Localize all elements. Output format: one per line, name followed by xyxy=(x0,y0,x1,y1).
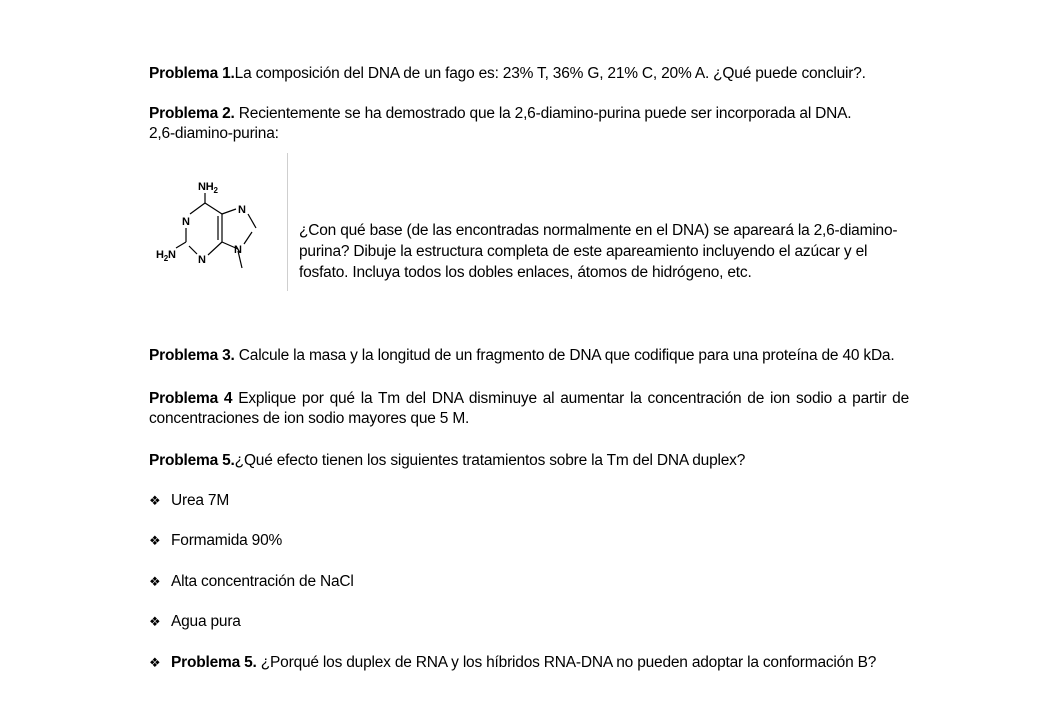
problem-5b-text: ¿Porqué los duplex de RNA y los híbridos RNA-DNA no pueden adoptar la conformación B? xyxy=(256,654,877,671)
problem-5-label: Problema 5. xyxy=(149,452,235,469)
list-item xyxy=(149,612,241,632)
nh2-top-label: $NH_2$ xyxy=(198,181,218,195)
n1-label: N xyxy=(182,216,190,228)
problem-1-text: La composición del DNA de un fago es: 23% T, 36% G, 21% C, 20% A. ¿Qué puede concluir?. xyxy=(234,65,866,82)
problem-2-question: ¿Con qué base (de las encontradas normalmente en el DNA) se apareará la 2,6-diamino-purina? Dibuje la estructura completa de este apareamiento incluyendo el azúcar y el fosfato. Incluya todos los dobles enlaces, átomos de hidrógeno, etc. xyxy=(299,222,898,281)
problem-5-text: ¿Qué efecto tienen los siguientes tratamientos sobre la Tm del DNA duplex? xyxy=(234,452,746,469)
list-item-text: Agua pura xyxy=(171,613,241,630)
bullet-diamond-icon: ❖ xyxy=(149,493,161,508)
problem-3-label: Problema 3. xyxy=(149,347,235,364)
problem-1 xyxy=(149,64,909,84)
problem-2 xyxy=(149,104,909,144)
problem-3 xyxy=(149,346,909,366)
problem-2-text: Recientemente se ha demostrado que la 2,6-diamino-purina puede ser incorporada al DNA. xyxy=(234,105,852,122)
bullet-diamond-icon: ❖ xyxy=(149,655,161,670)
bullet-diamond-icon: ❖ xyxy=(149,574,161,589)
problem-4-label: Problema 4 xyxy=(149,390,233,407)
divider-line xyxy=(287,153,288,291)
problem-5b-label: Problema 5. xyxy=(171,654,257,671)
problem-2-label: Problema 2. xyxy=(149,105,235,122)
problem-5 xyxy=(149,451,909,471)
problem-2-subtitle: 2,6-diamino-purina: xyxy=(149,125,279,142)
list-item xyxy=(149,531,282,551)
list-item-text: Alta concentración de NaCl xyxy=(171,573,354,590)
bullet-diamond-icon: ❖ xyxy=(149,533,161,548)
problem-4-text: Explique por qué la Tm del DNA disminuye al aumentar la concentración de ion sodio a partir de concentraciones de ion sodio mayores que 5 M. xyxy=(149,390,909,427)
nh2-left-label: $H_2N$ xyxy=(156,249,176,263)
bullet-diamond-icon: ❖ xyxy=(149,614,161,629)
n9-label: N xyxy=(234,244,242,256)
diaminopurine-structure xyxy=(152,176,272,276)
problem-4 xyxy=(149,389,909,429)
list-item xyxy=(149,572,354,592)
list-item-text: Formamida 90% xyxy=(171,532,283,549)
n7-label: N xyxy=(238,204,246,216)
list-item-text: Urea 7M xyxy=(171,492,230,509)
list-item xyxy=(149,491,229,511)
n3-label: N xyxy=(198,254,206,266)
list-item-problem-5b xyxy=(149,653,876,673)
problem-3-text: Calcule la masa y la longitud de un fragmento de DNA que codifique para una proteína de 40 kDa. xyxy=(234,347,895,364)
problem-1-label: Problema 1. xyxy=(149,65,235,82)
